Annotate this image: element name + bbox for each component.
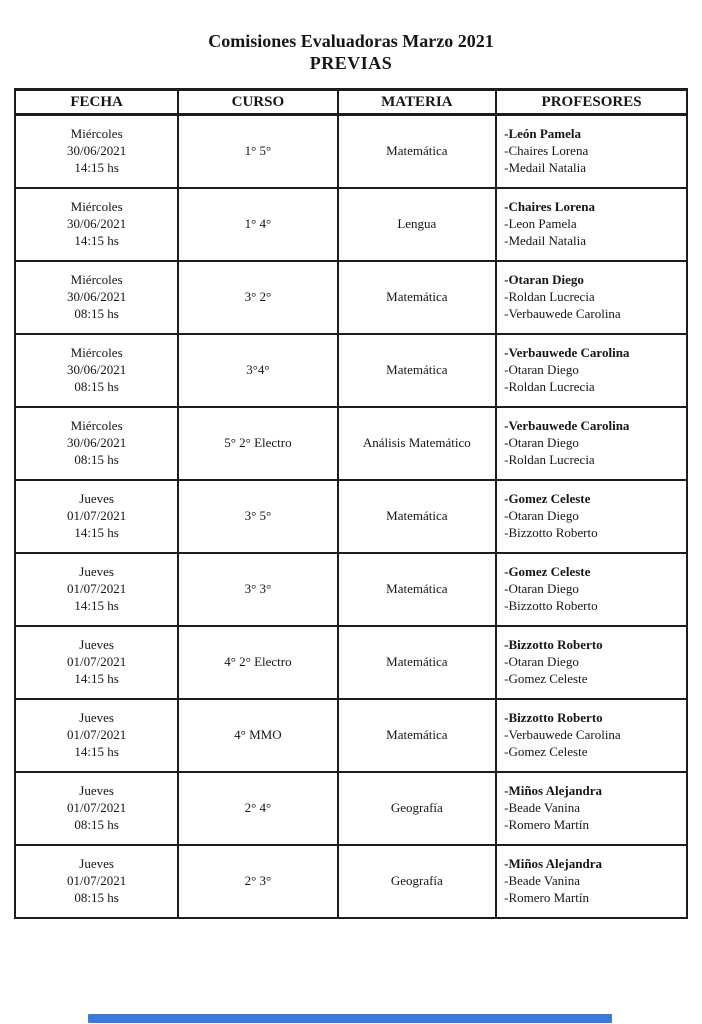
materia-cell: Geografía bbox=[338, 845, 497, 918]
profesor-line: -Verbauwede Carolina bbox=[504, 417, 630, 433]
profesor-line: -Roldan Lucrecia bbox=[504, 451, 595, 467]
schedule-table-body bbox=[15, 115, 687, 918]
curso-cell: 3° 5° bbox=[178, 480, 337, 553]
fecha-line: 30/06/2021 bbox=[67, 361, 127, 377]
fecha-line: 01/07/2021 bbox=[67, 653, 127, 669]
fecha-cell bbox=[15, 188, 178, 261]
fecha-line: 08:15 hs bbox=[74, 378, 119, 394]
materia-cell: Geografía bbox=[338, 772, 497, 845]
profesor-line: -Verbauwede Carolina bbox=[504, 305, 621, 321]
fecha-line: 01/07/2021 bbox=[67, 507, 127, 523]
header-profesores: PROFESORES bbox=[496, 90, 687, 115]
title-line-2: PREVIAS bbox=[309, 53, 393, 73]
profesor-line: -Bizzotto Roberto bbox=[504, 636, 603, 652]
curso-cell: 1° 4° bbox=[178, 188, 337, 261]
profesores-cell bbox=[496, 699, 687, 772]
profesores-cell bbox=[496, 480, 687, 553]
profesor-line: -Otaran Diego bbox=[504, 580, 579, 596]
schedule-table bbox=[14, 88, 688, 919]
materia-cell: Matemática bbox=[338, 115, 497, 188]
materia-cell: Análisis Matemático bbox=[338, 407, 497, 480]
fecha-cell bbox=[15, 480, 178, 553]
materia-cell: Lengua bbox=[338, 188, 497, 261]
profesor-line: -Bizzotto Roberto bbox=[504, 709, 603, 725]
profesor-line: -Gomez Celeste bbox=[504, 743, 588, 759]
curso-cell: 3° 2° bbox=[178, 261, 337, 334]
fecha-line: 14:15 hs bbox=[74, 670, 119, 686]
materia-cell: Matemática bbox=[338, 626, 497, 699]
profesor-line: -Miños Alejandra bbox=[504, 782, 602, 798]
fecha-line: Jueves bbox=[79, 782, 114, 798]
progress-bar bbox=[88, 1014, 612, 1023]
profesor-line: -Bizzotto Roberto bbox=[504, 524, 598, 540]
fecha-line: Miércoles bbox=[70, 271, 123, 287]
profesor-line: -Chaires Lorena bbox=[504, 143, 589, 158]
curso-cell: 1° 5° bbox=[178, 115, 337, 188]
fecha-line: 14:15 hs bbox=[74, 597, 119, 613]
profesor-line: -Otaran Diego bbox=[504, 653, 579, 669]
fecha-cell bbox=[15, 845, 178, 918]
fecha-line: Jueves bbox=[79, 709, 114, 725]
profesor-line: -Otaran Diego bbox=[504, 507, 579, 523]
fecha-line: 30/06/2021 bbox=[67, 143, 127, 158]
fecha-line: 08:15 hs bbox=[74, 305, 119, 321]
fecha-line: Miércoles bbox=[70, 344, 123, 360]
profesores-cell bbox=[496, 772, 687, 845]
materia-cell: Matemática bbox=[338, 699, 497, 772]
fecha-line: Jueves bbox=[79, 855, 114, 871]
title-line-1: Comisiones Evaluadoras Marzo 2021 bbox=[208, 31, 494, 51]
profesor-line: -Otaran Diego bbox=[504, 361, 579, 377]
table-row bbox=[15, 334, 687, 407]
materia-cell: Matemática bbox=[338, 334, 497, 407]
fecha-line: 30/06/2021 bbox=[67, 288, 127, 304]
profesores-cell bbox=[496, 845, 687, 918]
curso-cell: 3°4° bbox=[178, 334, 337, 407]
profesor-line: -Verbauwede Carolina bbox=[504, 344, 630, 360]
table-row bbox=[15, 772, 687, 845]
fecha-line: Miércoles bbox=[70, 198, 123, 214]
materia-cell: Matemática bbox=[338, 261, 497, 334]
fecha-line: 01/07/2021 bbox=[67, 799, 127, 815]
profesores-cell bbox=[496, 334, 687, 407]
profesores-cell bbox=[496, 188, 687, 261]
fecha-cell bbox=[15, 261, 178, 334]
table-row bbox=[15, 626, 687, 699]
table-row bbox=[15, 188, 687, 261]
fecha-line: 14:15 hs bbox=[74, 743, 119, 759]
table-row bbox=[15, 480, 687, 553]
curso-cell: 5° 2° Electro bbox=[178, 407, 337, 480]
profesores-cell bbox=[496, 115, 687, 188]
fecha-line: Miércoles bbox=[70, 126, 123, 141]
fecha-cell bbox=[15, 334, 178, 407]
profesor-line: -Verbauwede Carolina bbox=[504, 726, 621, 742]
profesor-line: -Gomez Celeste bbox=[504, 563, 591, 579]
curso-cell: 4° MMO bbox=[178, 699, 337, 772]
fecha-cell bbox=[15, 553, 178, 626]
fecha-line: Jueves bbox=[79, 636, 114, 652]
table-row bbox=[15, 553, 687, 626]
profesor-line: -Beade Vanina bbox=[504, 872, 581, 888]
profesor-line: -Otaran Diego bbox=[504, 271, 584, 287]
fecha-line: 14:15 hs bbox=[74, 524, 119, 540]
curso-cell: 4° 2° Electro bbox=[178, 626, 337, 699]
fecha-line: 01/07/2021 bbox=[67, 580, 127, 596]
document-title bbox=[0, 30, 702, 74]
profesor-line: -Medail Natalia bbox=[504, 232, 587, 248]
profesor-line: -Gomez Celeste bbox=[504, 670, 588, 686]
curso-cell: 3° 3° bbox=[178, 553, 337, 626]
table-row bbox=[15, 407, 687, 480]
fecha-cell bbox=[15, 699, 178, 772]
fecha-line: 08:15 hs bbox=[74, 816, 119, 832]
fecha-line: 08:15 hs bbox=[74, 451, 119, 467]
profesores-cell bbox=[496, 261, 687, 334]
fecha-line: 01/07/2021 bbox=[67, 872, 127, 888]
profesor-line: -Otaran Diego bbox=[504, 434, 579, 450]
profesor-line: -Medail Natalia bbox=[504, 160, 587, 175]
table-row bbox=[15, 115, 687, 188]
fecha-cell bbox=[15, 115, 178, 188]
table-row bbox=[15, 699, 687, 772]
profesor-line: -Romero Martín bbox=[504, 816, 589, 832]
curso-cell: 2° 3° bbox=[178, 845, 337, 918]
profesor-line: -Gomez Celeste bbox=[504, 490, 591, 506]
header-fecha: FECHA bbox=[15, 90, 178, 115]
materia-cell: Matemática bbox=[338, 480, 497, 553]
fecha-cell bbox=[15, 772, 178, 845]
fecha-cell bbox=[15, 626, 178, 699]
profesores-cell bbox=[496, 553, 687, 626]
fecha-line: 14:15 hs bbox=[74, 232, 119, 248]
curso-cell: 2° 4° bbox=[178, 772, 337, 845]
profesor-line: -León Pamela bbox=[504, 126, 582, 141]
profesores-cell bbox=[496, 407, 687, 480]
fecha-line: Jueves bbox=[79, 563, 114, 579]
fecha-line: Miércoles bbox=[70, 417, 123, 433]
profesor-line: -Roldan Lucrecia bbox=[504, 288, 595, 304]
fecha-line: 30/06/2021 bbox=[67, 215, 127, 231]
profesor-line: -Leon Pamela bbox=[504, 215, 577, 231]
profesor-line: -Roldan Lucrecia bbox=[504, 378, 595, 394]
header-curso: CURSO bbox=[178, 90, 337, 115]
header-row bbox=[15, 90, 687, 115]
fecha-cell bbox=[15, 407, 178, 480]
schedule-table-header bbox=[15, 90, 687, 115]
profesor-line: -Miños Alejandra bbox=[504, 855, 602, 871]
profesor-line: -Romero Martín bbox=[504, 889, 589, 905]
materia-cell: Matemática bbox=[338, 553, 497, 626]
profesor-line: -Bizzotto Roberto bbox=[504, 597, 598, 613]
fecha-line: 14:15 hs bbox=[74, 160, 119, 175]
fecha-line: 01/07/2021 bbox=[67, 726, 127, 742]
header-materia: MATERIA bbox=[338, 90, 497, 115]
fecha-line: 30/06/2021 bbox=[67, 434, 127, 450]
profesor-line: -Chaires Lorena bbox=[504, 198, 595, 214]
fecha-line: Jueves bbox=[79, 490, 114, 506]
profesores-cell bbox=[496, 626, 687, 699]
table-row bbox=[15, 261, 687, 334]
profesor-line: -Beade Vanina bbox=[504, 799, 581, 815]
table-row bbox=[15, 845, 687, 918]
fecha-line: 08:15 hs bbox=[74, 889, 119, 905]
